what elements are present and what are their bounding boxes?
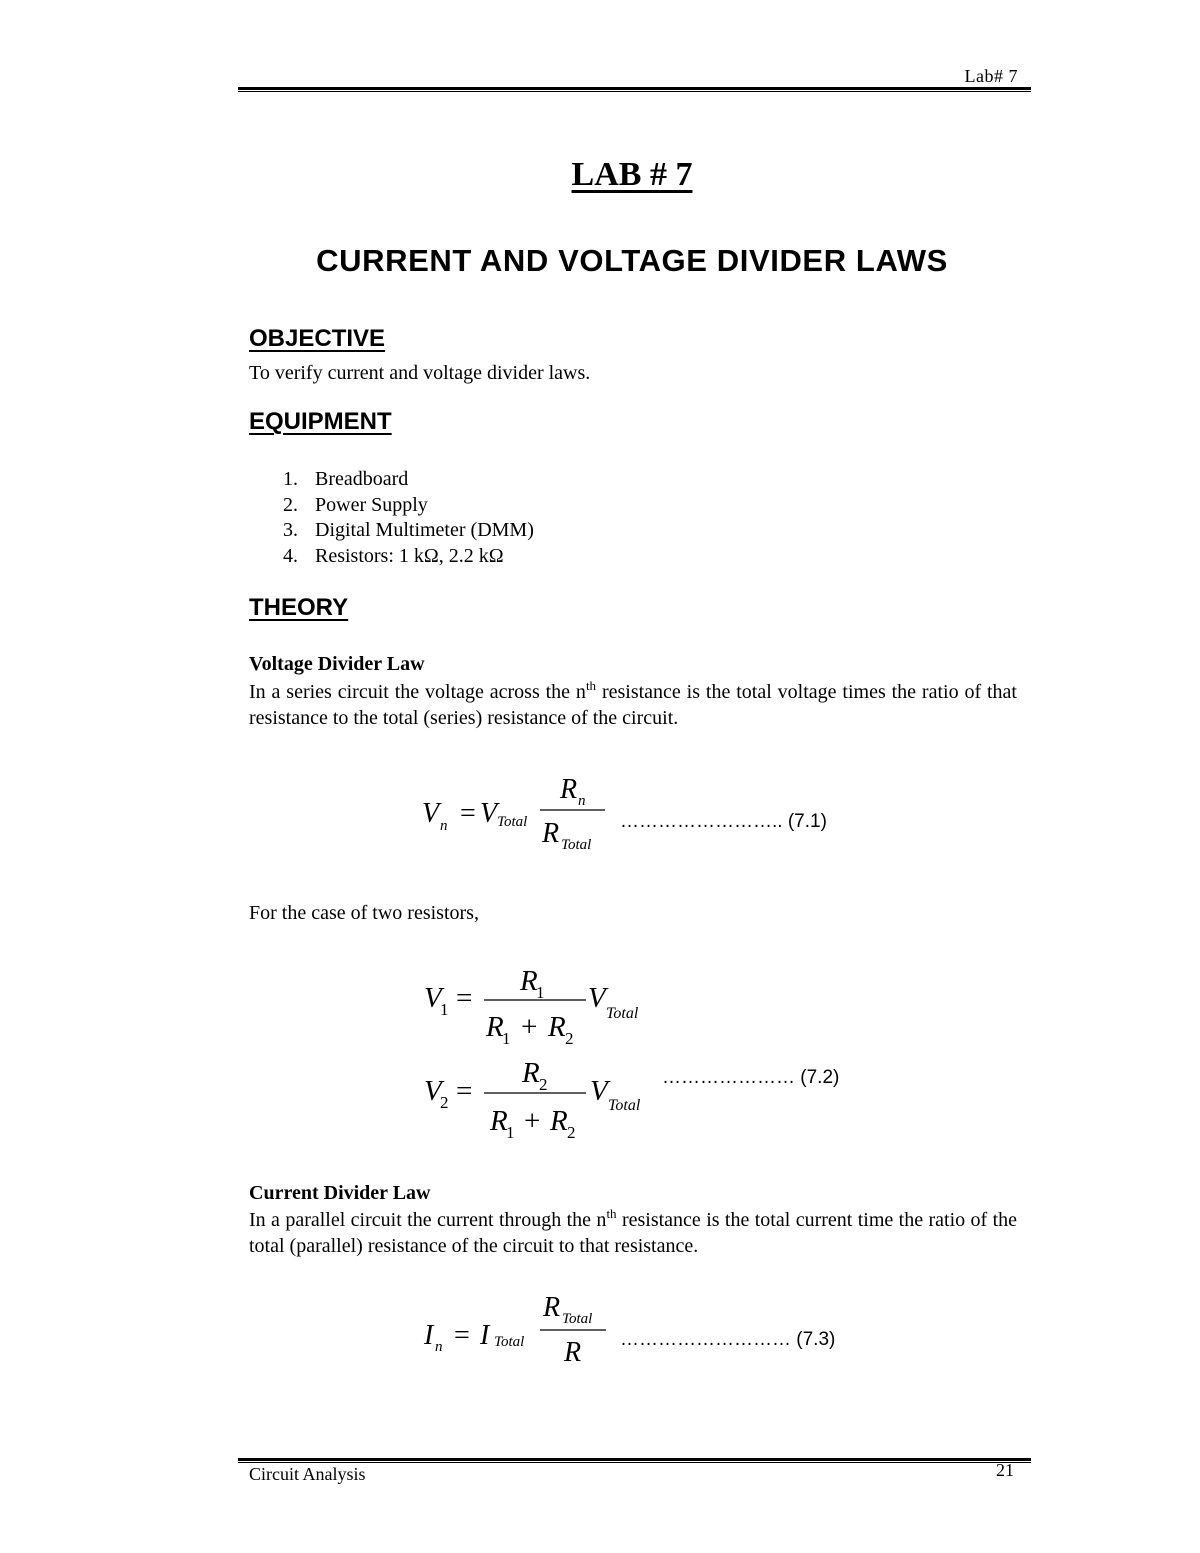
svg-text:n: n: [435, 1339, 443, 1355]
list-item: 3. Digital Multimeter (DMM): [283, 519, 534, 541]
svg-text:1: 1: [502, 1029, 511, 1048]
svg-text:R: R: [564, 1337, 582, 1368]
svg-text:R: R: [522, 1057, 540, 1089]
list-item: 1. Breadboard: [283, 468, 409, 490]
running-header: Lab# 7: [964, 66, 1018, 86]
svg-text:R: R: [486, 1011, 504, 1043]
svg-text:V: V: [422, 798, 440, 829]
svg-text:R: R: [548, 1011, 566, 1043]
svg-text:Total: Total: [494, 1334, 525, 1350]
objective-heading: OBJECTIVE: [249, 325, 386, 352]
equation-7-2: [418, 960, 658, 1150]
svg-text:Total: Total: [562, 1311, 593, 1327]
svg-text:=: =: [456, 982, 473, 1014]
svg-text:+: +: [524, 1105, 541, 1137]
svg-text:n: n: [440, 818, 448, 834]
header-rule: [238, 87, 1031, 92]
svg-text:+: +: [521, 1011, 538, 1043]
svg-text:R: R: [550, 1105, 568, 1137]
svg-text:R: R: [560, 774, 578, 805]
voltage-divider-subheading: Voltage Divider Law: [249, 653, 425, 675]
svg-text:1: 1: [506, 1123, 515, 1142]
svg-text:I: I: [424, 1320, 434, 1351]
svg-text:2: 2: [539, 1075, 548, 1094]
svg-text:1: 1: [536, 983, 545, 1002]
svg-text:V: V: [424, 982, 442, 1014]
svg-text:R: R: [490, 1105, 508, 1137]
equation-ref-7-1: …………………….. (7.1): [620, 811, 827, 832]
lab-title: LAB # 7: [571, 156, 693, 193]
svg-text:Total: Total: [561, 837, 592, 853]
list-item: 2. Power Supply: [283, 493, 428, 516]
svg-text:R: R: [520, 965, 538, 997]
footer-rule: [238, 1458, 1031, 1463]
svg-text:=: =: [460, 798, 476, 829]
svg-text:=: =: [456, 1075, 473, 1107]
svg-text:V: V: [480, 798, 498, 829]
svg-text:=: =: [454, 1320, 470, 1351]
equation-ref-7-2: ………………… (7.2): [662, 1067, 840, 1088]
list-item: 4. Resistors: 1 kΩ, 2.2 kΩ: [283, 544, 504, 567]
svg-text:Total: Total: [608, 1097, 641, 1114]
voltage-divider-text: In a series circuit the voltage across the $n^{th}$ resistance is the total voltage times the ratio of that resistance to the total (series) resistance of the circuit.: [249, 678, 1017, 729]
svg-text:n: n: [578, 793, 586, 809]
equipment-list: [283, 467, 534, 569]
svg-text:2: 2: [565, 1029, 574, 1048]
svg-text:V: V: [588, 982, 606, 1014]
svg-text:2: 2: [440, 1093, 449, 1112]
svg-text:Total: Total: [497, 814, 528, 830]
svg-text:1: 1: [440, 1000, 449, 1019]
svg-text:2: 2: [567, 1123, 576, 1142]
page-number: 21: [996, 1460, 1014, 1480]
current-divider-text: In a parallel circuit the current through the $n^{th}$ resistance is the total current time the ratio of the total (parallel) resistance of the circuit to that resistance.: [249, 1206, 1018, 1257]
equipment-heading: EQUIPMENT: [249, 408, 392, 435]
footer-course: Circuit Analysis: [249, 1464, 366, 1484]
theory-heading: THEORY: [249, 594, 349, 621]
equation-7-3: [418, 1284, 618, 1374]
svg-text:V: V: [590, 1075, 608, 1107]
svg-text:R: R: [543, 1292, 561, 1323]
svg-text:V: V: [424, 1075, 442, 1107]
svg-text:R: R: [542, 818, 560, 849]
equation-ref-7-3: ……………………… (7.3): [620, 1329, 836, 1350]
page-title: CURRENT AND VOLTAGE DIVIDER LAWS: [316, 243, 948, 278]
current-divider-subheading: Current Divider Law: [249, 1182, 431, 1204]
equation-7-1: [418, 770, 618, 860]
svg-text:I: I: [480, 1320, 490, 1351]
two-resistors-text: For the case of two resistors,: [249, 902, 479, 924]
objective-text: To verify current and voltage divider laws.: [249, 362, 591, 384]
svg-text:Total: Total: [606, 1005, 639, 1022]
